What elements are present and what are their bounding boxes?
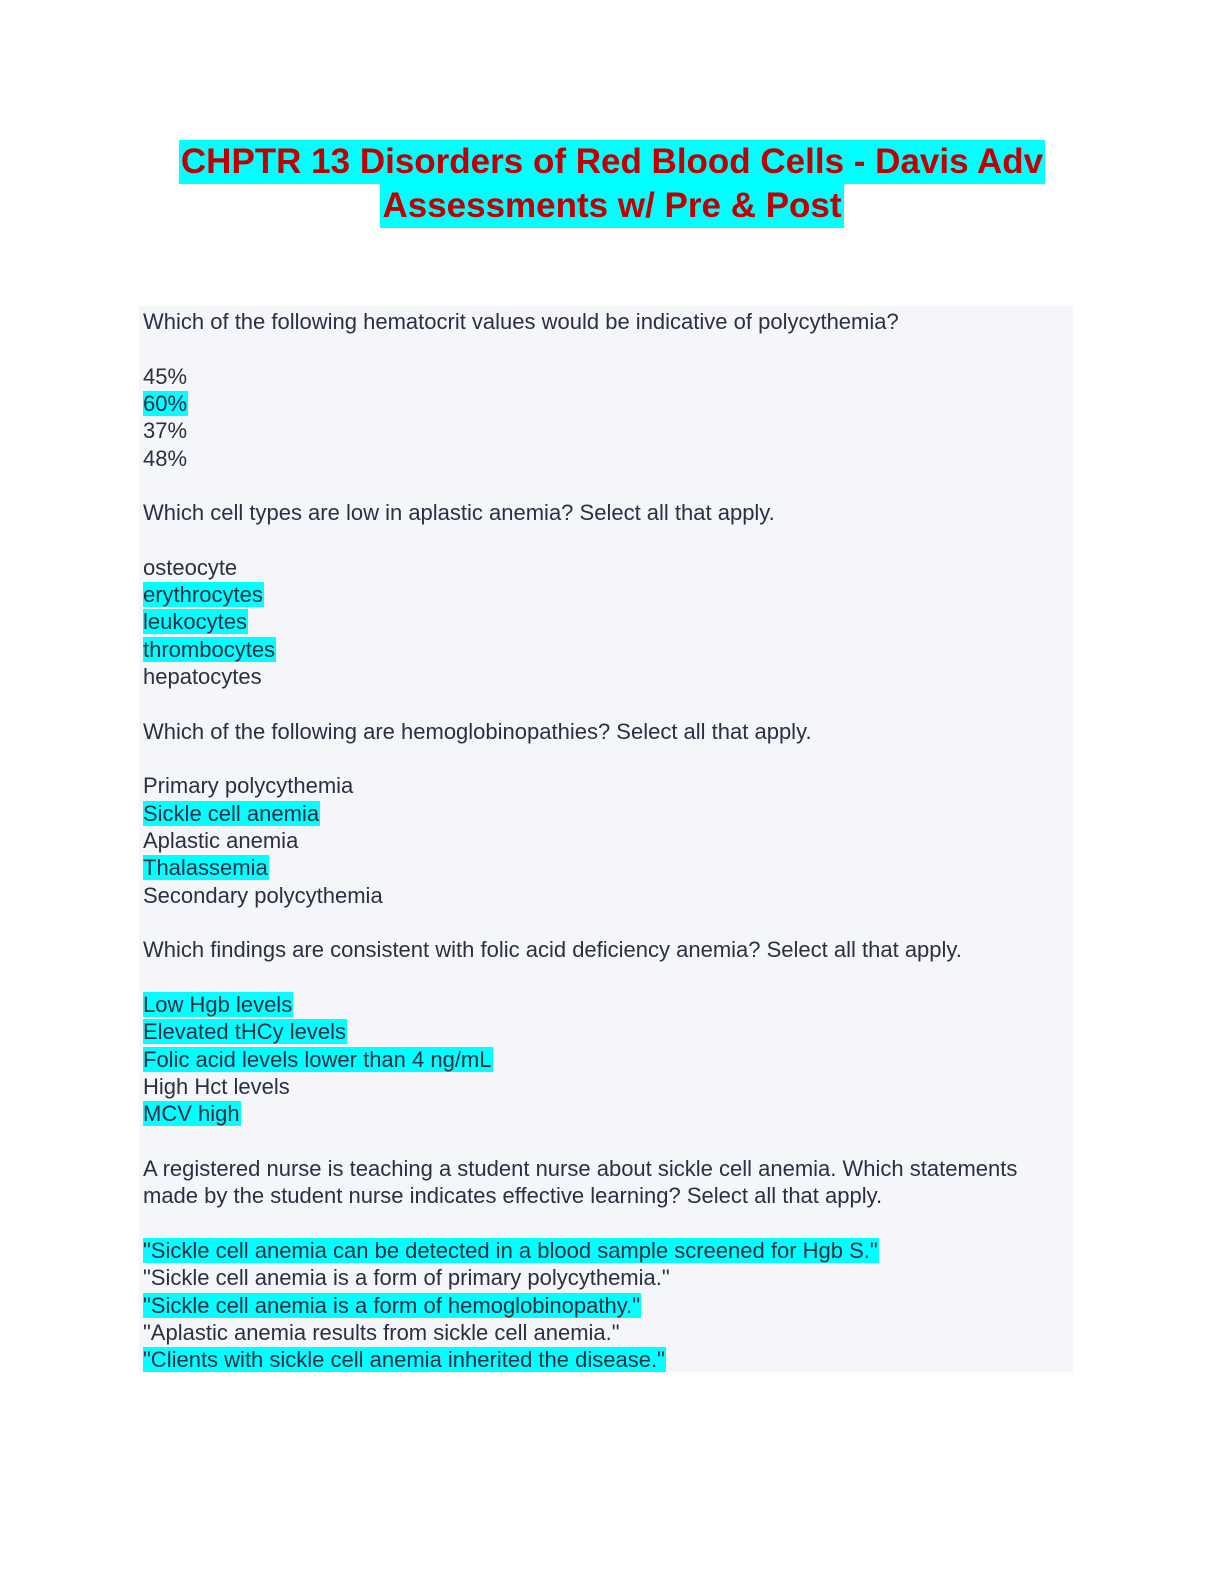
answer-option-correct: "Clients with sickle cell anemia inherited the disease." — [143, 1347, 665, 1373]
answer-option: Secondary polycythemia — [143, 882, 383, 908]
answer-option: hepatocytes — [143, 664, 262, 690]
question-block — [143, 936, 1073, 1155]
question-block — [143, 1155, 1073, 1374]
answer-option: 37% — [143, 418, 188, 444]
question-text: Which of the following are hemoglobinopathies? Select all that apply. — [143, 718, 812, 744]
title-line-2: Assessments w/ Pre & Post — [380, 184, 843, 228]
answer-option-correct: Low Hgb levels — [143, 991, 293, 1017]
answer-option-correct: 60% — [143, 390, 188, 416]
answer-option-correct: thrombocytes — [143, 636, 276, 662]
answer-option-correct: Elevated tHCy levels — [143, 1019, 346, 1045]
answer-option: Primary polycythemia — [143, 773, 354, 799]
question-block — [143, 308, 1073, 499]
question-block — [143, 718, 1073, 937]
answer-option: "Aplastic anemia results from sickle cell anemia." — [143, 1319, 620, 1345]
answer-option: "Sickle cell anemia is a form of primary polycythemia." — [143, 1265, 670, 1291]
answer-option-correct: Thalassemia — [143, 855, 268, 881]
title-line-1: CHPTR 13 Disorders of Red Blood Cells - Davis Adv — [179, 140, 1045, 184]
answer-option-correct: "Sickle cell anemia can be detected in a blood sample screened for Hgb S." — [143, 1237, 878, 1263]
question-text: Which cell types are low in aplastic anemia? Select all that apply. — [143, 500, 775, 526]
qa-content — [143, 308, 1073, 1374]
answer-option: High Hct levels — [143, 1073, 290, 1099]
answer-option-correct: leukocytes — [143, 609, 247, 635]
answer-option: osteocyte — [143, 554, 238, 580]
answer-option-correct: Folic acid levels lower than 4 ng/mL — [143, 1046, 492, 1072]
answer-option-correct: Sickle cell anemia — [143, 800, 320, 826]
answer-option-correct: erythrocytes — [143, 582, 263, 608]
answer-option: 48% — [143, 445, 188, 471]
question-text: Which of the following hematocrit values would be indicative of polycythemia? — [143, 309, 899, 334]
question-text: A registered nurse is teaching a student nurse about sickle cell anemia. Which statements made by the student nurse indicates effective learning? Select all that apply. — [143, 1155, 1018, 1209]
answer-option-correct: "Sickle cell anemia is a form of hemoglobinopathy." — [143, 1292, 641, 1318]
answer-option-correct: MCV high — [143, 1101, 240, 1127]
question-block — [143, 499, 1073, 718]
answer-option: Aplastic anemia — [143, 827, 299, 853]
document-title — [0, 140, 1224, 228]
question-text: Which findings are consistent with folic acid deficiency anemia? Select all that apply. — [143, 937, 962, 963]
answer-option: 45% — [143, 363, 188, 389]
